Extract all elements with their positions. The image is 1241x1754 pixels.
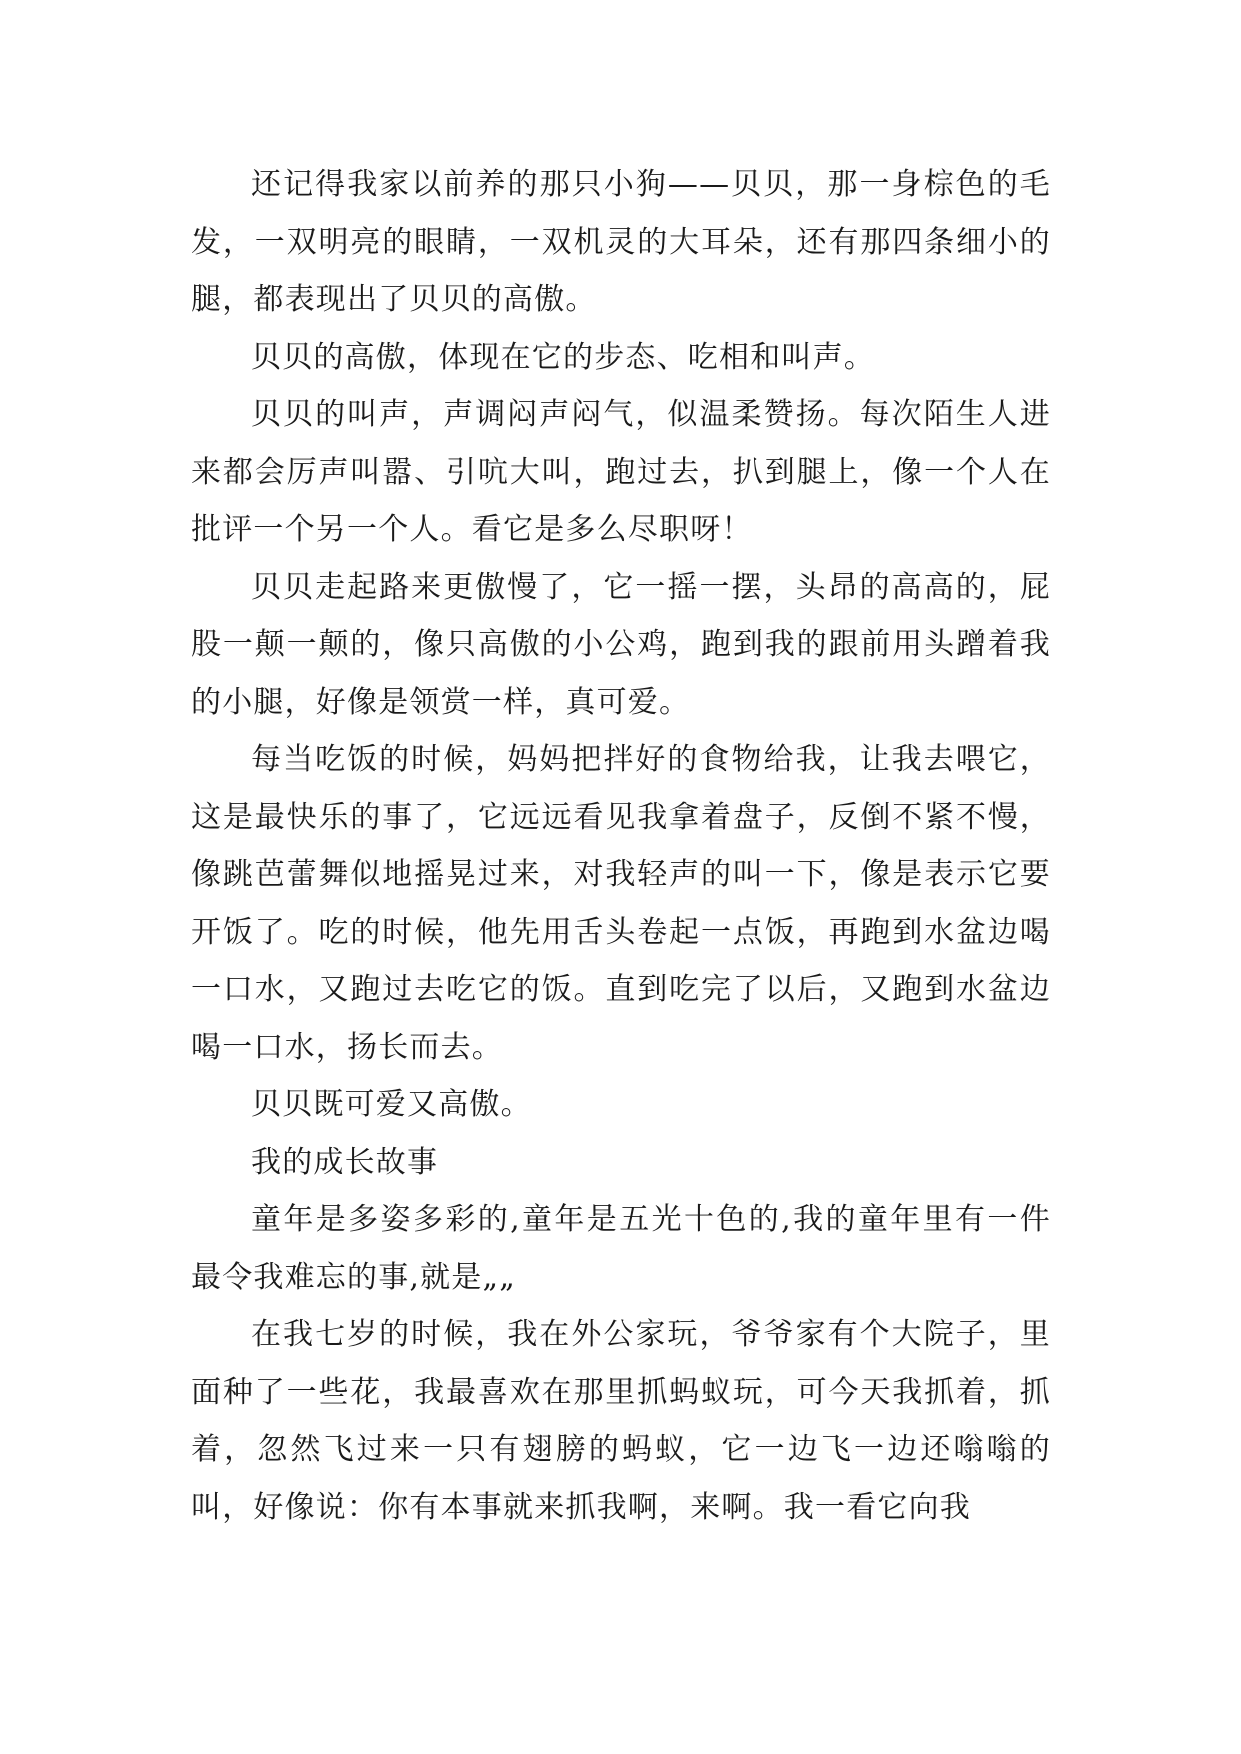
paragraph: 还记得我家以前养的那只小狗——贝贝，那一身棕色的毛发，一双明亮的眼睛，一双机灵的大耳朵，还有那四条细小的腿，都表现出了贝贝的高傲。 [191, 167, 1051, 317]
paragraph: 贝贝既可爱又高傲。 [251, 1087, 532, 1122]
paragraph: 每当吃饭的时候，妈妈把拌好的食物给我，让我去喂它，这是最快乐的事了，它远远看见我拿着盘子，反倒不紧不慢，像跳芭蕾舞似地摇晃过来，对我轻声的叫一下，像是表示它要开饭了。吃的时候，他先用舌头卷起一点饭，再跑到水盆边喝一口水，又跑过去吃它的饭。直到吃完了以后，又跑到水盆边喝一口水，扬长而去。 [191, 742, 1051, 1065]
section-title: 我的成长故事 [251, 1144, 439, 1180]
paragraph: 在我七岁的时候，我在外公家玩，爷爷家有个大院子，里面种了一些花，我最喜欢在那里抓蚂蚁玩，可今天我抓着，抓着，忽然飞过来一只有翅膀的蚂蚁，它一边飞一边还嗡嗡的叫，好像说：你有本事就来抓我啊，来啊。我一看它向我 [191, 1317, 1051, 1525]
paragraph: 童年是多姿多彩的,童年是五光十色的,我的童年里有一件最令我难忘的事,就是„„ [191, 1202, 1051, 1295]
paragraph: 贝贝走起路来更傲慢了，它一摇一摆，头昂的高高的，屁股一颠一颠的，像只高傲的小公鸡，跑到我的跟前用头蹭着我的小腿，好像是领赏一样，真可爱。 [191, 569, 1051, 720]
paragraph: 贝贝的高傲，体现在它的步态、吃相和叫声。 [251, 339, 875, 375]
document-page [191, 156, 1051, 1536]
paragraph: 贝贝的叫声，声调闷声闷气，似温柔赞扬。每次陌生人进来都会厉声叫嚣、引吭大叫，跑过去，扒到腿上，像一个人在批评一个另一个人。看它是多么尽职呀！ [191, 397, 1051, 547]
